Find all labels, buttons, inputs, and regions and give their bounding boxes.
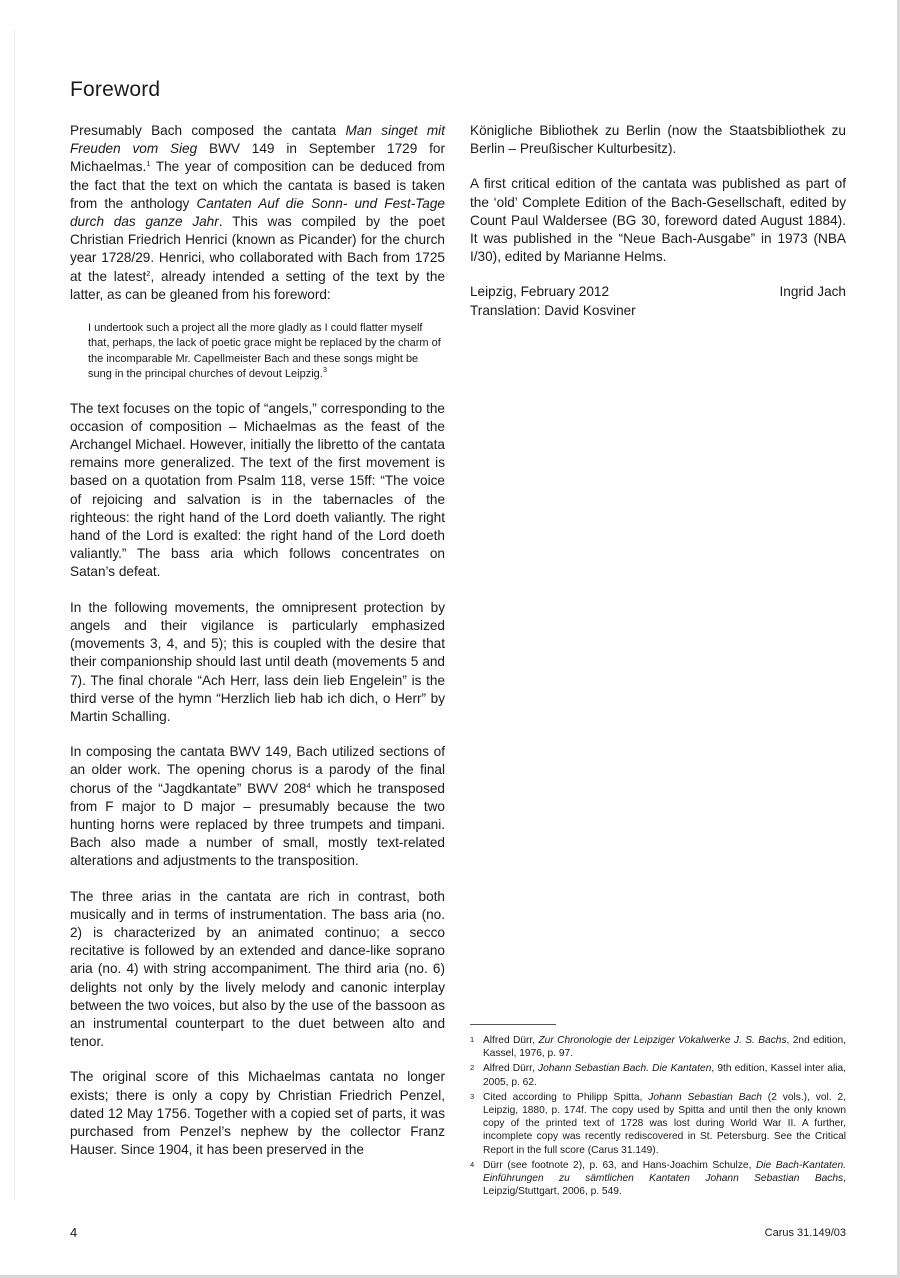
paragraph-6: The original score of this Michaelmas cantata no longer exists; there is only a copy by Christian Friedrich Penzel, dated 12 May 1756. Together with a copied set of parts, it was purchased from Penzel’s nephew by the collector Franz Hauser. Since 1904, it has been preserved in the	[70, 1069, 445, 1158]
footnote-number: 1	[470, 1035, 475, 1044]
signature-line	[470, 283, 846, 301]
footnote-ref-2: 2	[146, 268, 151, 278]
paragraph-3: In the following movements, the omnipresent protection by angels and their vigilance is particularly emphasized (movements 3, 4, and 5); this is coupled with the desire that their companionship should last until death (movements 5 and 7). The final chorale “Ach Herr, lass dein lieb Engelein” is the third verse of the hymn “Herzlich lieb hab ich dich, o Herr” by Martin Schalling.	[70, 599, 445, 724]
book-title: Johann Sebastian Bach	[648, 1091, 762, 1103]
footnote-text	[483, 1159, 846, 1199]
block-quote	[88, 321, 445, 383]
text: Alfred Dürr,	[483, 1063, 538, 1075]
footnote-number: 4	[470, 1159, 475, 1169]
footnote	[470, 1062, 846, 1088]
footnote-ref-3: 3	[322, 365, 327, 375]
author: Ingrid Jach	[779, 284, 846, 300]
paragraph-2: The text focuses on the topic of “angels,” corresponding to the occasion of composition – Michaelmas as the feast of the Archangel Michael. However, initially the libretto of the cantata remains more generalized. The text of the first movement is based on a quotation from Psalm 118, verse 15ff: “The voice of rejoicing and salvation is in the tabernacles of the righteous: the right hand of the Lord doeth valiantly. The right hand of the Lord is exalted: the right hand of the Lord doeth valiantly.” The bass aria which follows concentrates on Satan’s defeat.	[70, 400, 445, 580]
footnote	[470, 1091, 846, 1157]
footnote	[470, 1034, 846, 1060]
text: , Leipzig/Stuttgart, 2006, p. 549.	[483, 1173, 846, 1198]
text: In composing the cantata BWV 149, Bach utilized sections of an older work. The opening chorus is a parody of the final chorus of the “Jagdkantate” BWV 208	[70, 744, 445, 796]
footnote-ref-4: 4	[306, 780, 311, 790]
footnote-text	[483, 1062, 846, 1088]
text: BWV 149 in September 1729 for Michaelmas.	[70, 141, 445, 175]
footnote-number: 3	[470, 1091, 475, 1101]
translation-credit: Translation: David Kosviner	[470, 302, 636, 318]
text: , 2nd edition, Kassel, 1976, p. 97.	[483, 1035, 846, 1060]
text: , 9th edition, Kassel inter alia, 2005, p. 62.	[483, 1063, 846, 1088]
text: Presumably Bach composed the cantata	[70, 123, 346, 138]
footnote-text	[483, 1091, 846, 1157]
paragraph-7: Königliche Bibliothek zu Berlin (now the Staatsbibliothek zu Berlin – Preußischer Kulturbesitz).	[470, 123, 846, 157]
signature-block	[470, 283, 846, 319]
page-number: 4	[70, 1225, 78, 1240]
text: Dürr (see footnote 2), p. 63, and Hans-Joachim Schulze,	[483, 1159, 756, 1171]
text: (2 vols.), vol. 2, Leipzig, 1880, p. 174f. The copy used by Spitta and until then the only known copy of the printed text of 1728 was lost during World War II. A further, incomplete copy was recently rediscovered in St. Petersburg. See the Critical Report in the full score (Carus 31.149).	[483, 1091, 846, 1156]
footnote-text	[483, 1034, 846, 1060]
paragraph-5: The three arias in the cantata are rich in contrast, both musically and in terms of instrumentation. The bass aria (no. 2) is characterized by an animated continuo; a secco recitative is followed by an extended and dance-like soprano aria (no. 4) with string accompaniment. The third aria (no. 6) delights not only by the lively melody and canonic interplay between the two voices, but also by the use of the bassoon as an instrumental counterpart to the duet between alto and tenor.	[70, 888, 445, 1050]
paragraph-8: A first critical edition of the cantata was published as part of the ‘old’ Complete Edition of the Bach-Gesellschaft, edited by Count Paul Waldersee (BG 30, foreword dated August 1884). It was published in the “Neue Bach-Ausgabe” in 1973 (NBA I/30), edited by Marianne Helms.	[470, 176, 846, 265]
text: Cited according to Philipp Spitta,	[483, 1091, 649, 1103]
place-date: Leipzig, February 2012	[470, 284, 610, 300]
page-edge-left	[14, 30, 15, 1200]
text: The year of composition can be deduced from the fact that the text on which the cantata is based is taken from the anthology	[70, 159, 445, 211]
footnote-ref-1: 1	[146, 159, 151, 169]
footnotes	[470, 1024, 846, 1200]
text: Alfred Dürr,	[483, 1035, 539, 1046]
book-title: Die Bach-Kantaten. Einführungen zu sämtlichen Kantaten Johann Sebastian Bachs	[483, 1159, 846, 1185]
paragraph-4	[70, 743, 445, 870]
text: which he transposed from F major to D major – presumably because the two hunting horns were replaced by three trumpets and timpani. Bach also made a number of small, mostly text-related alterations and adjustments to the transposition.	[70, 780, 445, 869]
page-title: Foreword	[70, 78, 161, 101]
left-column	[70, 122, 445, 1176]
text: . This was compiled by the poet Christian Friedrich Henrici (known as Picander) for the church year 1728/29. Henrici, who collaborated with Bach from 1725 at the latest	[70, 214, 445, 284]
catalog-number: Carus 31.149/03	[764, 1227, 846, 1239]
book-title: Johann Sebastian Bach. Die Kantaten	[537, 1063, 712, 1075]
quote-text: I undertook such a project all the more gladly as I could flatter myself that, perhaps, the lack of poetic grace might be replaced by the charm of the incomparable Mr. Capellmeister Bach and these songs might be sung in the principal churches of devout Leipzig.	[88, 322, 441, 381]
paragraph-1	[70, 122, 445, 304]
footnote-number: 2	[470, 1063, 475, 1073]
text: , already intended a setting of the text by the latter, as can be gleaned from his foreword:	[70, 268, 446, 302]
footnote-divider	[470, 1024, 556, 1025]
book-title: Zur Chronologie der Leipziger Vokalwerke J. S. Bachs	[538, 1035, 787, 1046]
footnote	[470, 1159, 846, 1199]
right-column	[470, 122, 846, 320]
cantata-title: Man singet mit Freuden vom Sieg	[70, 123, 445, 157]
anthology-title: Cantaten Auf die Sonn- und Fest-Tage durch das ganze Jahr	[70, 195, 445, 230]
